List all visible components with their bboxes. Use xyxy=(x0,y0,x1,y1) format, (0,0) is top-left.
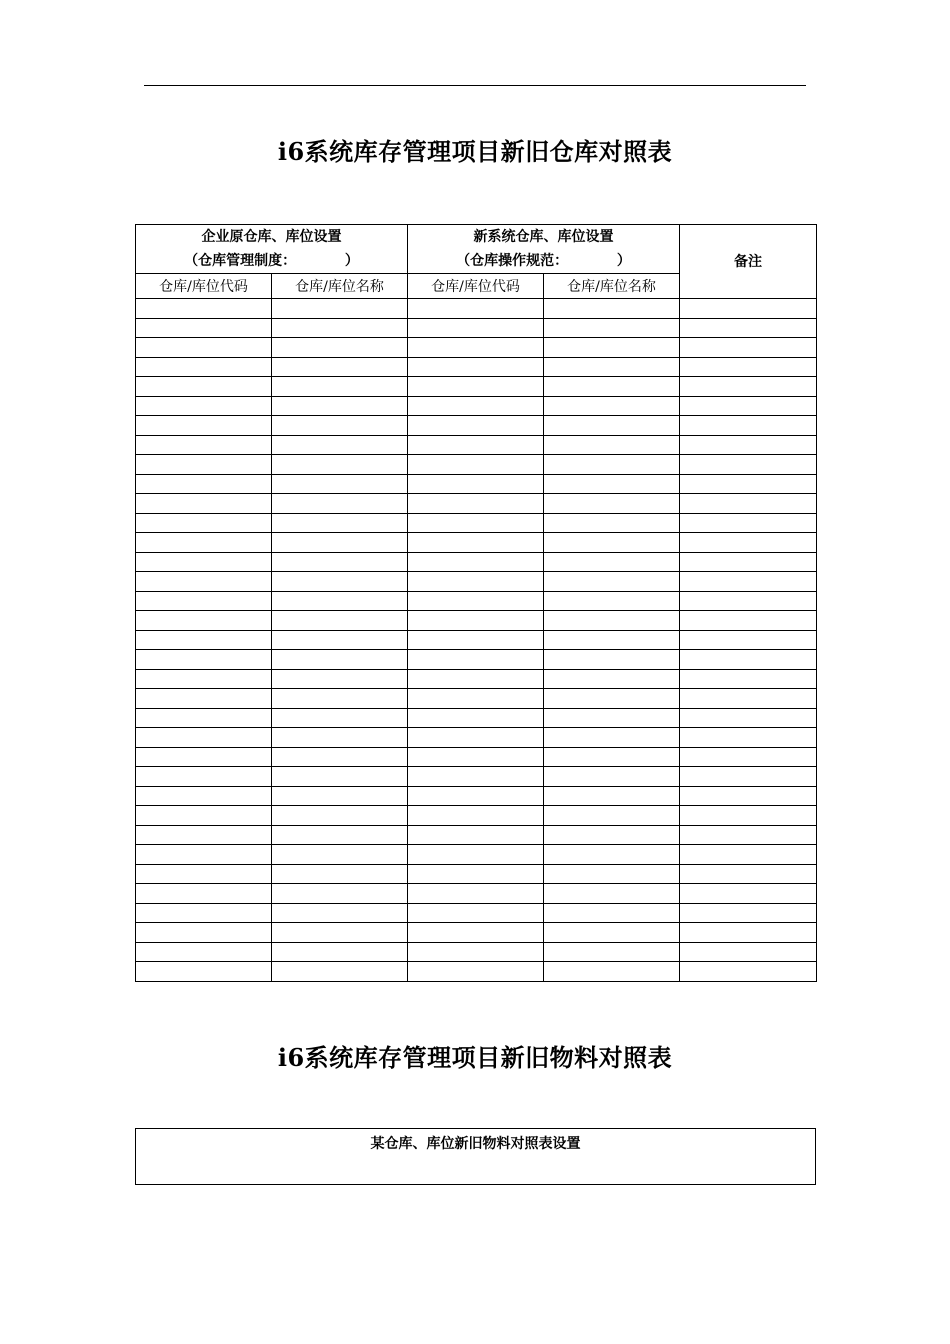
table-cell xyxy=(544,708,680,728)
table-cell xyxy=(408,513,544,533)
new-settings-title: 新系统仓库、库位设置 xyxy=(473,229,614,245)
table-cell xyxy=(136,962,272,982)
table-cell xyxy=(272,455,408,475)
table-cell xyxy=(544,962,680,982)
table-row xyxy=(136,650,817,670)
table-row xyxy=(136,923,817,943)
old-settings-header xyxy=(136,225,408,274)
table-cell xyxy=(408,962,544,982)
table-cell xyxy=(136,513,272,533)
table-cell xyxy=(408,708,544,728)
table-cell xyxy=(544,884,680,904)
table-cell xyxy=(544,650,680,670)
table-cell xyxy=(408,611,544,631)
table-cell xyxy=(680,552,817,572)
table-cell xyxy=(680,611,817,631)
table-row xyxy=(136,338,817,358)
table-cell xyxy=(544,455,680,475)
table-cell xyxy=(272,689,408,709)
table-cell xyxy=(136,318,272,338)
table-cell xyxy=(272,708,408,728)
table-cell xyxy=(680,299,817,319)
table-cell xyxy=(408,786,544,806)
table-cell xyxy=(680,494,817,514)
table-cell xyxy=(544,825,680,845)
table-cell xyxy=(544,494,680,514)
table-cell xyxy=(408,357,544,377)
table-row xyxy=(136,903,817,923)
table-cell xyxy=(136,299,272,319)
table-cell xyxy=(408,494,544,514)
col-new-name: 仓库/库位名称 xyxy=(544,274,680,299)
table-cell xyxy=(136,864,272,884)
table-cell xyxy=(136,416,272,436)
table-cell xyxy=(680,942,817,962)
table-cell xyxy=(272,767,408,787)
table-cell xyxy=(408,825,544,845)
table-cell xyxy=(544,318,680,338)
table-cell xyxy=(136,669,272,689)
table-cell xyxy=(544,767,680,787)
table-cell xyxy=(136,747,272,767)
old-settings-title: 企业原仓库、库位设置 xyxy=(201,229,342,245)
table-cell xyxy=(544,572,680,592)
table-cell xyxy=(544,786,680,806)
table-cell xyxy=(680,630,817,650)
table-row xyxy=(136,942,817,962)
table-cell xyxy=(272,513,408,533)
table-cell xyxy=(272,338,408,358)
table-cell xyxy=(136,396,272,416)
table-cell xyxy=(136,435,272,455)
table-cell xyxy=(272,435,408,455)
table-cell xyxy=(544,845,680,865)
table-row xyxy=(136,299,817,319)
material-table-title: i6系统库存管理项目新旧物料对照表 xyxy=(277,1043,673,1072)
header-rule xyxy=(144,85,806,86)
table-row xyxy=(136,962,817,982)
table-row xyxy=(136,377,817,397)
table-cell xyxy=(680,416,817,436)
table-cell xyxy=(680,767,817,787)
table-cell xyxy=(408,845,544,865)
table-cell xyxy=(680,435,817,455)
table-cell xyxy=(544,903,680,923)
table-cell xyxy=(272,533,408,553)
table-cell xyxy=(272,416,408,436)
table-row xyxy=(136,864,817,884)
table-cell xyxy=(272,747,408,767)
table-cell xyxy=(408,474,544,494)
table-row xyxy=(136,825,817,845)
table-cell xyxy=(408,396,544,416)
table-row xyxy=(136,689,817,709)
table-cell xyxy=(680,318,817,338)
table-cell xyxy=(272,806,408,826)
table-cell xyxy=(680,806,817,826)
table-cell xyxy=(136,728,272,748)
table-cell xyxy=(136,708,272,728)
table-cell xyxy=(408,377,544,397)
warehouse-table-title: i6系统库存管理项目新旧仓库对照表 xyxy=(277,137,673,166)
table-row xyxy=(136,845,817,865)
table-cell xyxy=(680,825,817,845)
table-cell xyxy=(680,377,817,397)
table-cell xyxy=(544,299,680,319)
table-row xyxy=(136,630,817,650)
table-cell xyxy=(544,747,680,767)
table-cell xyxy=(408,806,544,826)
table-cell xyxy=(272,357,408,377)
table-cell xyxy=(408,728,544,748)
table-cell xyxy=(680,689,817,709)
table-cell xyxy=(136,650,272,670)
table-row xyxy=(136,884,817,904)
table-cell xyxy=(272,669,408,689)
table-cell xyxy=(680,513,817,533)
new-settings-header xyxy=(408,225,680,274)
table-cell xyxy=(680,474,817,494)
table-row xyxy=(136,747,817,767)
table-cell xyxy=(408,903,544,923)
table-cell xyxy=(408,435,544,455)
material-mapping-table xyxy=(135,1128,816,1185)
table-cell xyxy=(272,318,408,338)
table-cell xyxy=(680,845,817,865)
table-cell xyxy=(136,455,272,475)
table-row xyxy=(136,533,817,553)
table-row xyxy=(136,318,817,338)
remark-header: 备注 xyxy=(680,225,817,299)
table-cell xyxy=(272,572,408,592)
table-cell xyxy=(136,806,272,826)
table-row xyxy=(136,786,817,806)
table-cell xyxy=(136,591,272,611)
table-row xyxy=(136,552,817,572)
table-cell xyxy=(544,806,680,826)
table-cell xyxy=(272,884,408,904)
table-cell xyxy=(544,611,680,631)
table-cell xyxy=(136,845,272,865)
table-cell xyxy=(544,630,680,650)
table-row xyxy=(136,806,817,826)
col-old-name: 仓库/库位名称 xyxy=(272,274,408,299)
table-cell xyxy=(272,611,408,631)
table-cell xyxy=(680,338,817,358)
table-cell xyxy=(272,591,408,611)
table-cell xyxy=(136,825,272,845)
table-cell xyxy=(680,455,817,475)
table-cell xyxy=(272,845,408,865)
table-cell xyxy=(544,513,680,533)
table-row xyxy=(136,591,817,611)
table-cell xyxy=(408,942,544,962)
table-cell xyxy=(544,435,680,455)
table-cell xyxy=(680,903,817,923)
table-cell xyxy=(544,923,680,943)
table-cell xyxy=(136,572,272,592)
table-cell xyxy=(544,396,680,416)
table-cell xyxy=(408,338,544,358)
table-cell xyxy=(136,630,272,650)
col-old-code: 仓库/库位代码 xyxy=(136,274,272,299)
table-cell xyxy=(408,650,544,670)
table-cell xyxy=(272,903,408,923)
table-cell xyxy=(408,591,544,611)
table-cell xyxy=(136,786,272,806)
table-cell xyxy=(680,669,817,689)
table-cell xyxy=(680,396,817,416)
table-cell xyxy=(680,591,817,611)
table-row xyxy=(136,474,817,494)
table-cell xyxy=(680,533,817,553)
col-new-code: 仓库/库位代码 xyxy=(408,274,544,299)
table-cell xyxy=(136,533,272,553)
table-cell xyxy=(136,942,272,962)
table-row xyxy=(136,416,817,436)
table-cell xyxy=(544,942,680,962)
warehouse-mapping-table xyxy=(135,224,817,982)
table-cell xyxy=(544,669,680,689)
table-cell xyxy=(680,864,817,884)
table-cell xyxy=(408,552,544,572)
table-cell xyxy=(408,416,544,436)
table-cell xyxy=(136,923,272,943)
table-cell xyxy=(680,708,817,728)
table-row xyxy=(136,513,817,533)
table-cell xyxy=(272,825,408,845)
old-settings-note: （仓库管理制度： ） xyxy=(184,253,359,269)
table-cell xyxy=(544,338,680,358)
table-cell xyxy=(544,474,680,494)
table-cell xyxy=(408,767,544,787)
table-cell xyxy=(272,728,408,748)
table-cell xyxy=(544,864,680,884)
table-cell xyxy=(136,494,272,514)
table-cell xyxy=(136,611,272,631)
table-cell xyxy=(408,923,544,943)
table-cell xyxy=(408,318,544,338)
table-row xyxy=(136,455,817,475)
table-cell xyxy=(544,377,680,397)
table-cell xyxy=(136,767,272,787)
table-row xyxy=(136,357,817,377)
table-cell xyxy=(272,962,408,982)
table-cell xyxy=(408,572,544,592)
table-cell xyxy=(408,864,544,884)
table-cell xyxy=(408,689,544,709)
table-cell xyxy=(136,552,272,572)
table-row xyxy=(136,494,817,514)
table-cell xyxy=(408,455,544,475)
table-cell xyxy=(136,357,272,377)
table-cell xyxy=(272,786,408,806)
table-cell xyxy=(136,338,272,358)
new-settings-note: （仓库操作规范： ） xyxy=(456,253,631,269)
table-cell xyxy=(680,728,817,748)
table-cell xyxy=(680,884,817,904)
table-row xyxy=(136,611,817,631)
table-cell xyxy=(408,669,544,689)
table-cell xyxy=(136,377,272,397)
table-cell xyxy=(136,884,272,904)
table-cell xyxy=(408,630,544,650)
table-cell xyxy=(544,689,680,709)
table-row xyxy=(136,396,817,416)
table-cell xyxy=(680,962,817,982)
warehouse-table-body xyxy=(136,299,817,982)
table-cell xyxy=(408,884,544,904)
table-cell xyxy=(272,377,408,397)
table-cell xyxy=(272,923,408,943)
table-row xyxy=(136,728,817,748)
table-cell xyxy=(272,942,408,962)
table-row xyxy=(136,708,817,728)
table-cell xyxy=(680,786,817,806)
table-cell xyxy=(408,533,544,553)
table-cell xyxy=(680,923,817,943)
table-cell xyxy=(272,474,408,494)
table-cell xyxy=(680,357,817,377)
table-cell xyxy=(544,728,680,748)
table-cell xyxy=(272,396,408,416)
table-cell xyxy=(272,630,408,650)
table-row xyxy=(136,767,817,787)
table-cell xyxy=(544,533,680,553)
table-cell xyxy=(680,747,817,767)
table-cell xyxy=(272,494,408,514)
table-cell xyxy=(544,357,680,377)
table-cell xyxy=(544,591,680,611)
table-cell xyxy=(544,416,680,436)
material-table-header: 某仓库、库位新旧物料对照表设置 xyxy=(136,1129,816,1185)
table-cell xyxy=(680,572,817,592)
table-row xyxy=(136,669,817,689)
table-cell xyxy=(136,903,272,923)
table-cell xyxy=(680,650,817,670)
table-row xyxy=(136,572,817,592)
table-cell xyxy=(408,299,544,319)
table-cell xyxy=(272,650,408,670)
table-cell xyxy=(408,747,544,767)
table-cell xyxy=(544,552,680,572)
table-cell xyxy=(272,552,408,572)
table-row xyxy=(136,435,817,455)
table-cell xyxy=(272,299,408,319)
table-cell xyxy=(136,689,272,709)
table-cell xyxy=(136,474,272,494)
table-cell xyxy=(272,864,408,884)
